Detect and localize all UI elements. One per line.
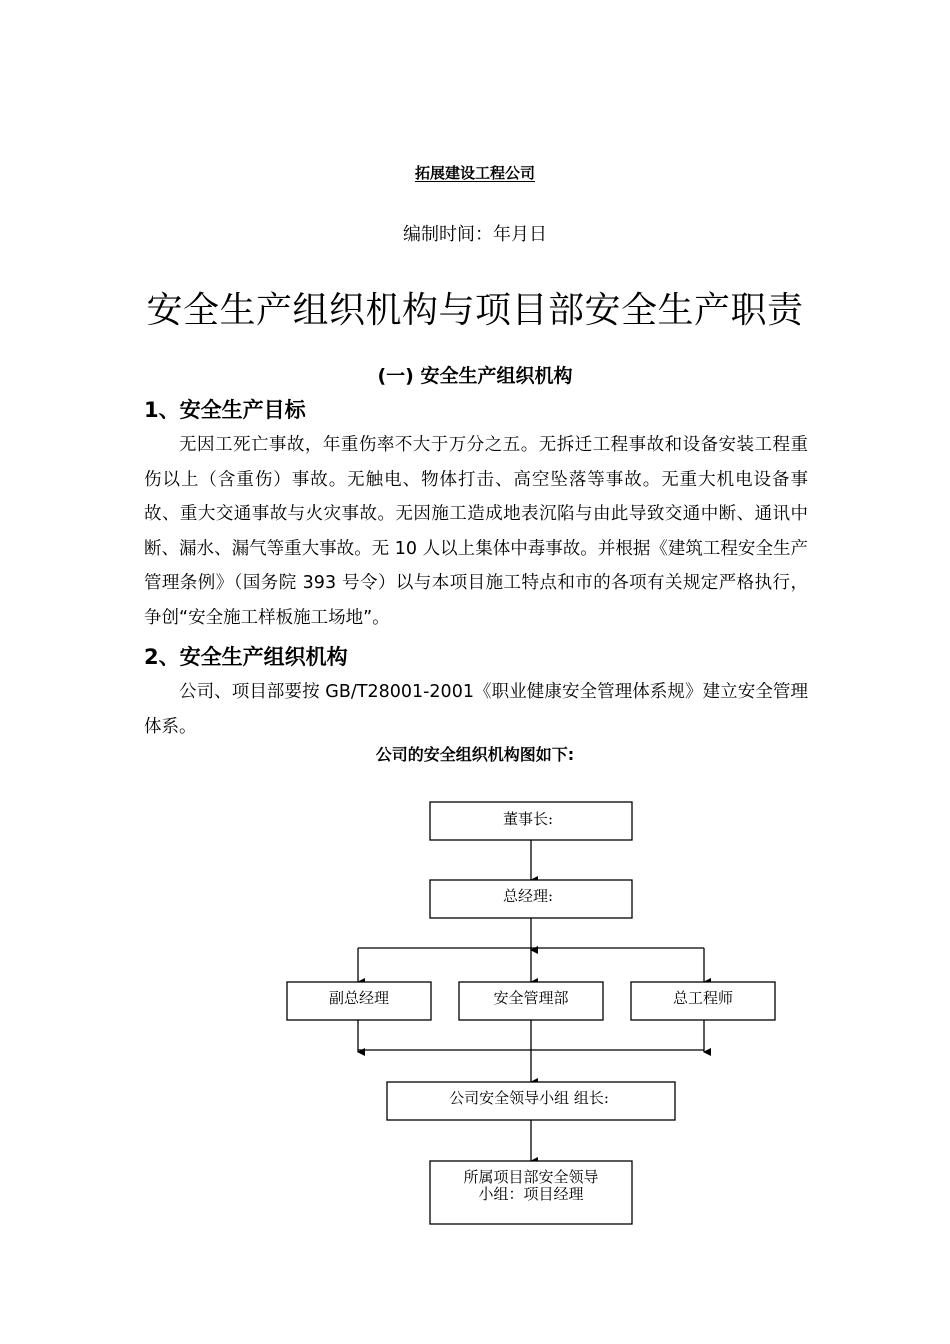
section-heading: (一) 安全生产组织机构 (377, 365, 573, 387)
document-title: 安全生产组织机构与项目部安全生产职责 (146, 290, 804, 331)
company-name: 拓展建设工程公司 (414, 164, 535, 182)
heading-safety-organization: 2、安全生产组织机构 (144, 645, 348, 669)
deputy-gm-label: 副总经理 (328, 989, 390, 1007)
compile-date: 编制时间：年月日 (403, 224, 547, 245)
safety-group-label: 公司安全领导小组 组长: (449, 1089, 609, 1107)
chairman-label: 董事长: (502, 810, 554, 828)
general-manager-label: 总经理: (502, 887, 554, 905)
org-chart (0, 780, 950, 1240)
general-manager-box (430, 880, 632, 918)
chairman-box (430, 802, 632, 840)
paragraph-safety-goal (144, 428, 808, 635)
chief-engineer-label: 总工程师 (672, 989, 734, 1007)
project-group-label-line2: 小组：项目经理 (478, 1185, 584, 1203)
paragraph-text: 公司、项目部要按 GB/T28001-2001《职业健康安全管理体系规》建立安全管理体系。 (144, 682, 808, 737)
org-chart-caption: 公司的安全组织机构图如下: (375, 745, 575, 764)
chief-engineer-box (631, 982, 775, 1020)
heading-safety-goal: 1、安全生产目标 (144, 398, 306, 422)
paragraph-text: 无因工死亡事故，年重伤率不大于万分之五。无拆迁工程事故和设备安装工程重伤以上（含重伤）事故。无触电、物体打击、高空坠落等事故。无重大机电设备事故、重大交通事故与火灾事故。无因施工造成地表沉陷与由此导致交通中断、通讯中断、漏水、漏气等重大事故。无 10 人以上集体中毒事故。并根据《建筑工程安全生产管理条例》（国务院 393 号令）以与本项目施工特点和市的各项有关规定严格执行，争创“安全施工样板施工场地”。 (144, 435, 808, 628)
safety-dept-label: 安全管理部 (493, 989, 569, 1007)
safety-dept-box (459, 982, 603, 1020)
project-group-box (430, 1161, 632, 1224)
safety-group-box (387, 1082, 675, 1120)
project-group-label-line1: 所属项目部安全领导 (463, 1168, 599, 1186)
deputy-gm-box (287, 982, 431, 1020)
paragraph-safety-organization (144, 675, 808, 744)
